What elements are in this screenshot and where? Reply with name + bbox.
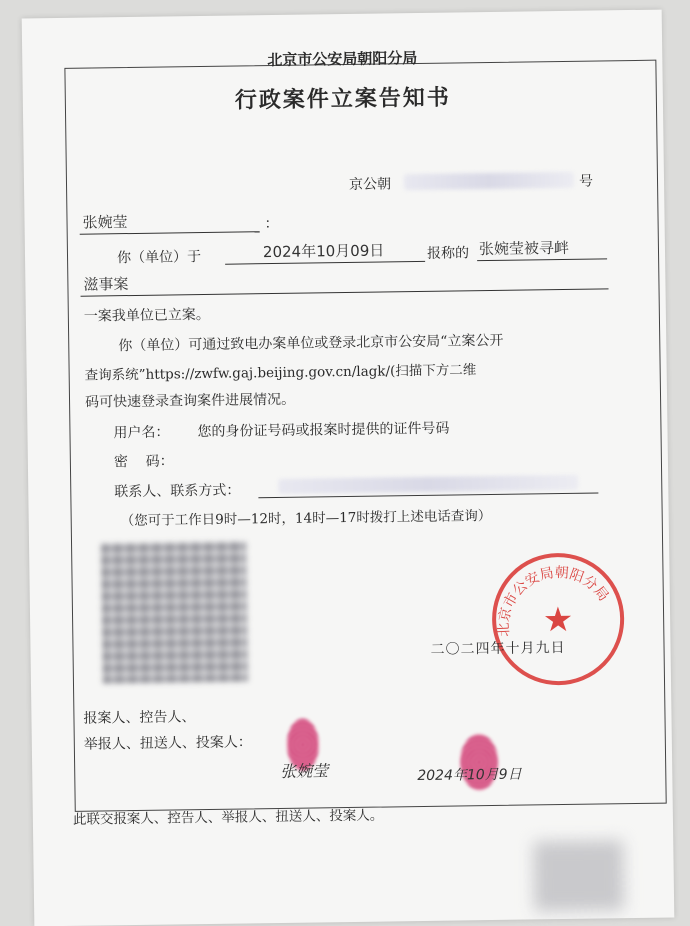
doc-number-redacted <box>404 172 574 190</box>
doc-number-suffix: 号 <box>578 173 594 190</box>
issue-date: 二〇二四年十月九日 <box>430 639 566 658</box>
username-value: 您的身份证号码或报案时提供的证件号码 <box>197 420 450 441</box>
official-seal <box>487 548 629 690</box>
seal-star-icon: ★ <box>542 599 574 641</box>
contact-label: 联系人、联系方式： <box>114 482 241 501</box>
para-line-3: 码可快速登录查询案件进展情况。 <box>84 391 296 411</box>
office-hours-note: （您可于工作日9时—12时，14时—17时拨打上述电话查询） <box>120 508 492 530</box>
para-line-2: 查询系统”https://zwfw.gaj.beijing.gov.cn/lagk/(扫描下方二维 <box>84 362 477 384</box>
parties-line-1: 报案人、控告人、 <box>83 709 196 727</box>
line1-lead: 你（单位）于 <box>116 249 202 267</box>
password-label: 密 码： <box>113 453 174 471</box>
footer-note: 此联交报案人、控告人、举报人、扭送人、投案人。 <box>72 807 384 828</box>
seal-text: 北京市公安局朝阳分局 <box>495 564 612 638</box>
parties-line-2: 举报人、扭送人、投案人： <box>83 734 252 753</box>
recipient-name: 张婉莹 <box>82 213 128 232</box>
qr-code <box>101 541 248 683</box>
issuer-heading: 北京市公安局朝阳分局 <box>267 48 418 70</box>
filed-statement: 一案我单位已立案。 <box>83 306 210 325</box>
case-subject-part2: 滋事案 <box>83 275 129 294</box>
redacted-corner <box>533 840 624 911</box>
username-label: 用户名： <box>113 424 170 442</box>
case-subject-part1: 张婉莹被寻衅 <box>478 238 570 259</box>
para-line-1: 你（单位）可通过致电办案单位或登录北京市公安局“立案公开 <box>118 332 504 355</box>
signature: 张婉莹 <box>280 761 329 781</box>
report-date: 2024年10月09日 <box>262 241 385 262</box>
line1-mid: 报称的 <box>426 245 470 262</box>
document-title: 行政案件立案告知书 <box>234 84 452 114</box>
recipient-colon: ： <box>264 215 279 233</box>
notice-document <box>22 10 675 926</box>
sign-date: 2024年10月9日 <box>417 766 522 785</box>
doc-number-prefix: 京公朝 <box>348 176 392 193</box>
